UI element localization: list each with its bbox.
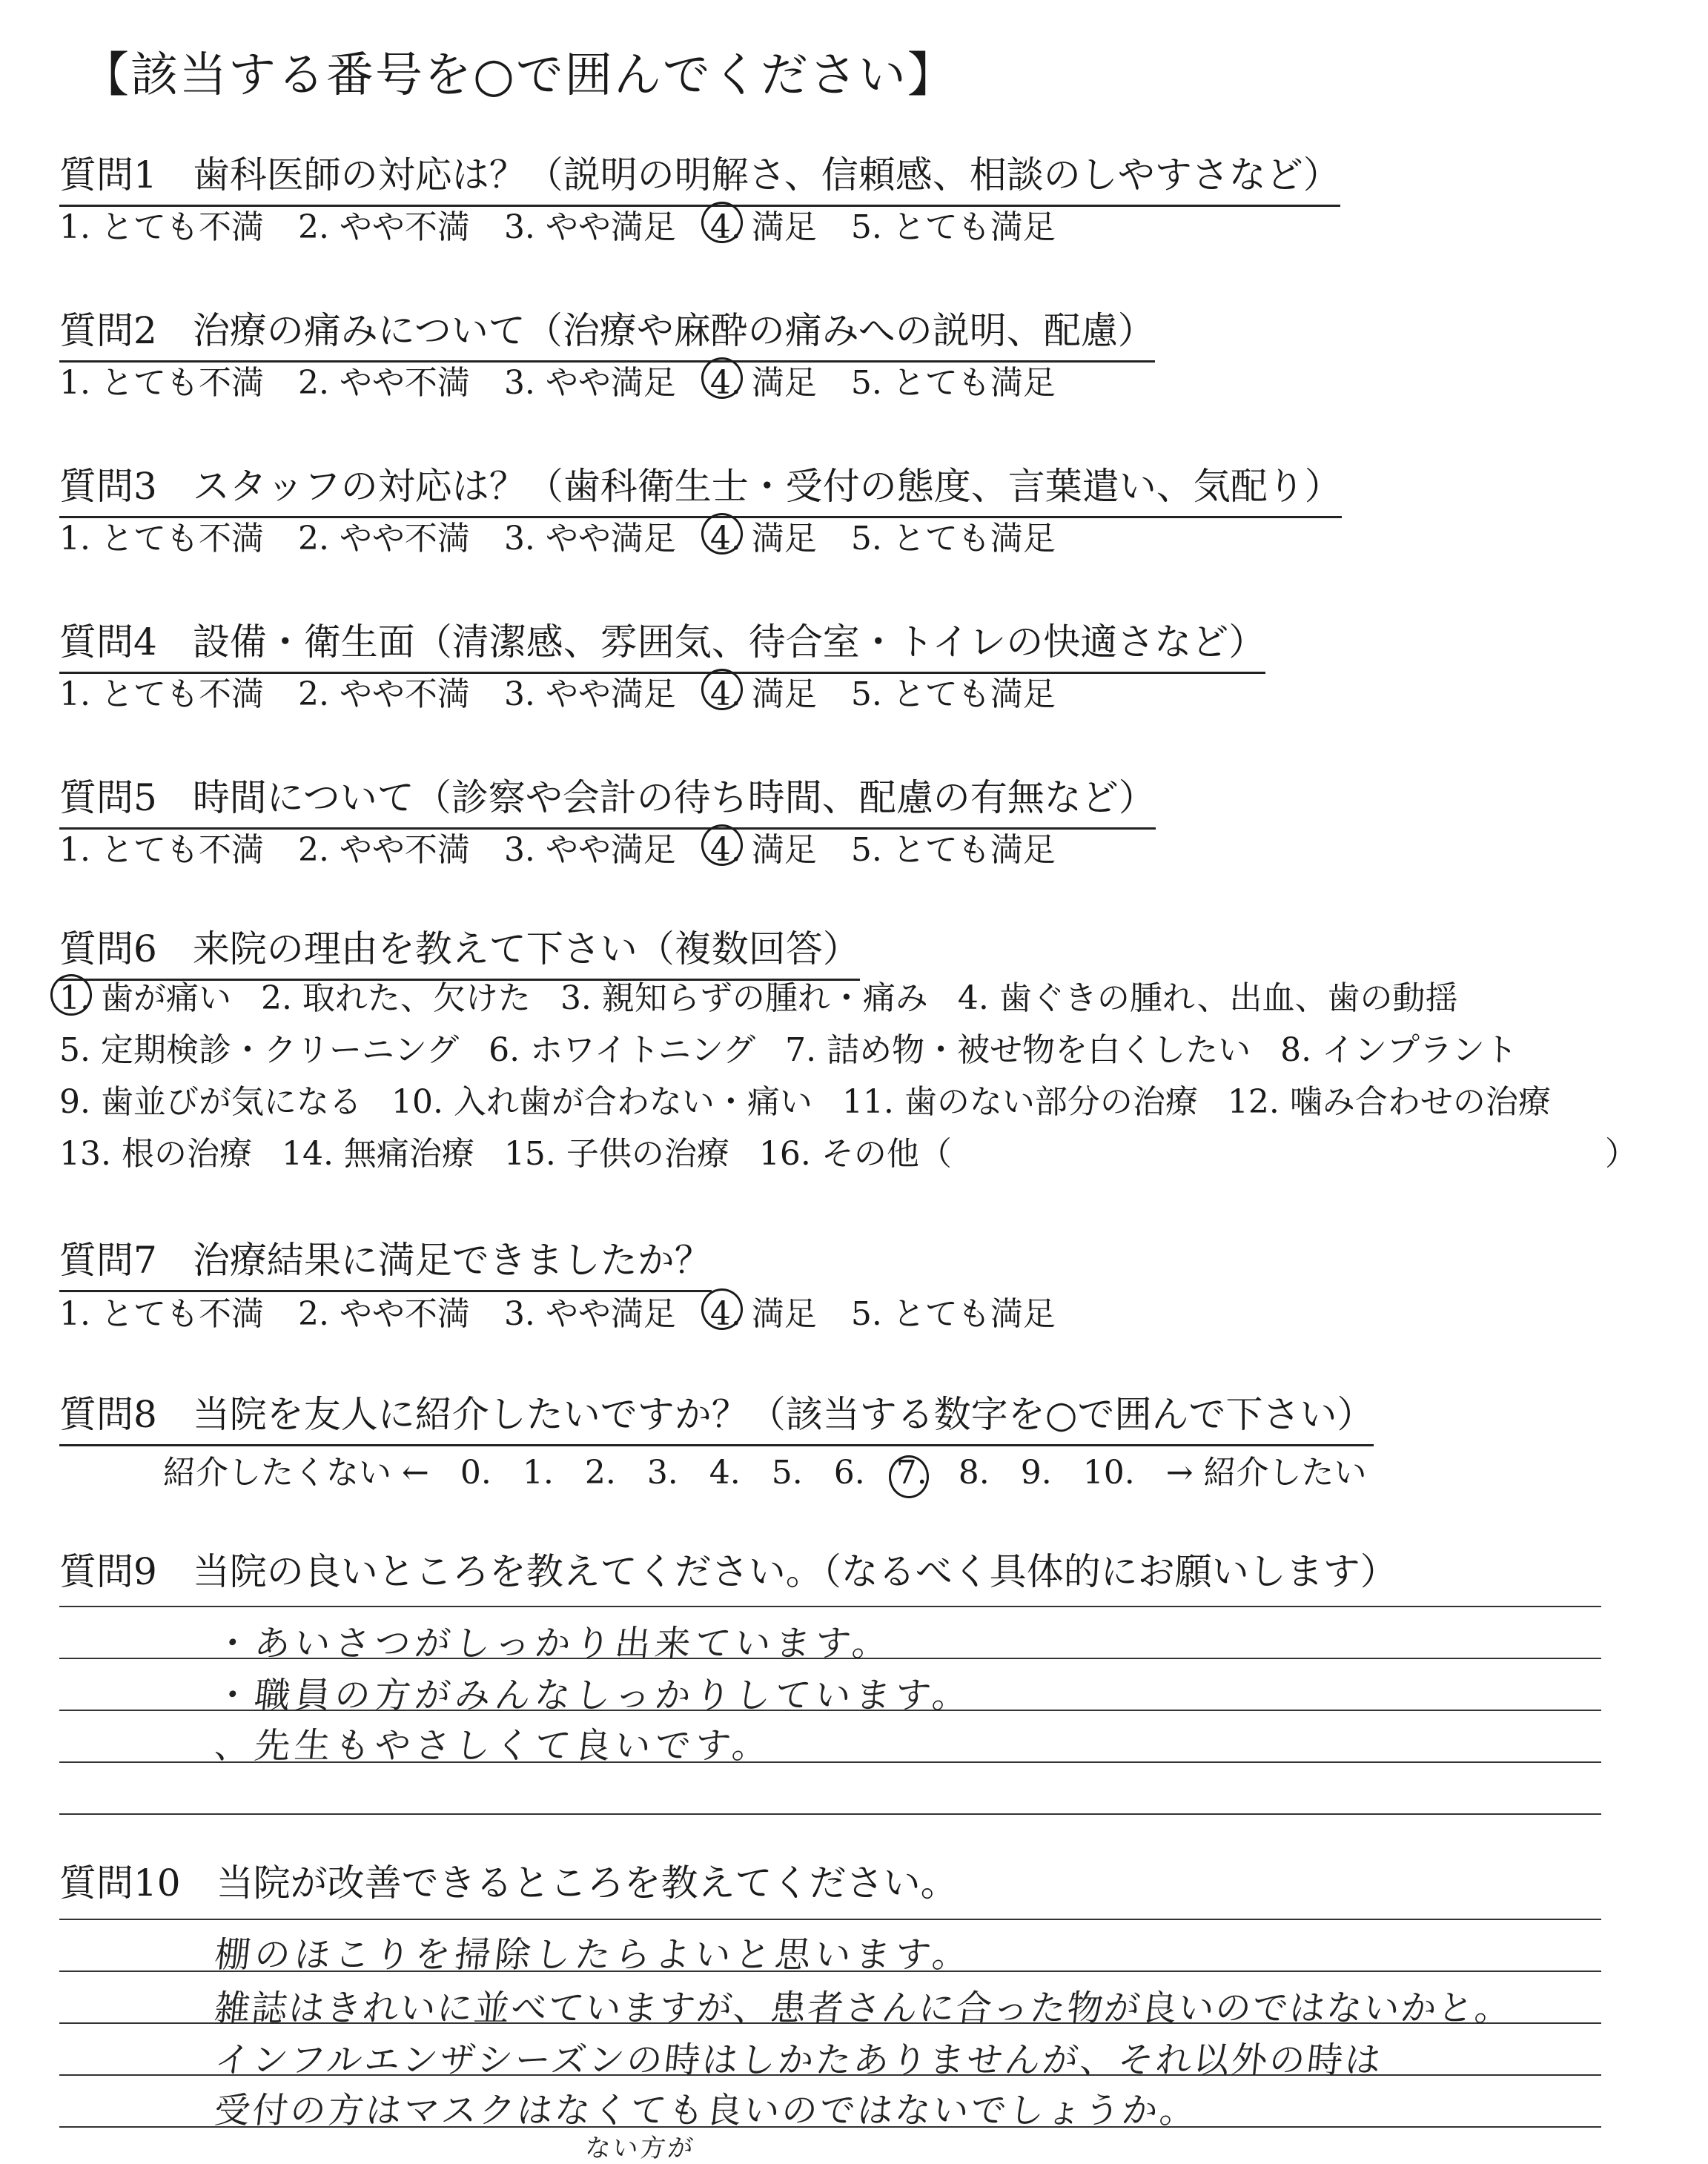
rating-option[interactable]: 1. とても不満 xyxy=(59,675,264,713)
scale-value[interactable]: 0. xyxy=(460,1454,491,1492)
question-number: 質問10 xyxy=(59,1862,181,1905)
rating-option[interactable]: 1. とても不満 xyxy=(59,831,264,869)
question-number: 質問3 xyxy=(59,465,157,508)
scale-value-selected[interactable]: 7. xyxy=(896,1454,927,1492)
question-4 xyxy=(59,612,1265,674)
rating-option[interactable]: 2. やや不満 xyxy=(297,675,470,713)
scale-value[interactable]: 6. xyxy=(833,1454,865,1492)
question-5 xyxy=(59,768,1156,830)
question-10 xyxy=(59,1853,958,1907)
reason-row xyxy=(59,1025,1580,1076)
rating-option[interactable]: 2. やや不満 xyxy=(297,208,470,246)
reason-option[interactable]: 8. インプラント xyxy=(1280,1031,1518,1069)
rating-option[interactable]: 3. やや満足 xyxy=(503,1295,676,1333)
rating-option[interactable]: 5. とても満足 xyxy=(850,1295,1056,1333)
rating-option[interactable]: 3. やや満足 xyxy=(503,675,676,713)
reason-option[interactable]: 5. 定期検診・クリーニング xyxy=(59,1031,460,1069)
question-6 xyxy=(59,919,860,981)
scale-value[interactable]: 9. xyxy=(1020,1454,1052,1492)
scale-value[interactable]: 4. xyxy=(709,1454,741,1492)
reason-option[interactable]: 14. 無痛治療 xyxy=(281,1135,474,1173)
question-number: 質問5 xyxy=(59,776,157,819)
rating-option[interactable]: 1. とても不満 xyxy=(59,208,264,246)
reason-option[interactable]: 2. 取れた、欠けた xyxy=(260,979,531,1017)
reason-other-close: ） xyxy=(1605,1135,1638,1173)
scale-right-label: → 紹介したい xyxy=(1165,1454,1367,1492)
page-title: 【該当する番号を○で囲んでください】 xyxy=(82,48,956,103)
reason-option[interactable]: 3. 親知らずの腫れ・痛み xyxy=(560,979,928,1017)
handwritten-insertion: ない方が xyxy=(583,2134,697,2163)
rating-option[interactable]: 3. やや満足 xyxy=(503,364,676,402)
handwritten-answer: インフルエンザシーズンの時はしかたありませんが、それ以外の時は xyxy=(212,2039,1386,2081)
rating-option-selected[interactable]: 4. 満足 xyxy=(710,667,817,715)
rating-option[interactable]: 1. とても不満 xyxy=(59,364,264,402)
question-number: 質問4 xyxy=(59,621,157,664)
question-number: 質問6 xyxy=(59,927,157,970)
rating-option-selected[interactable]: 4. 満足 xyxy=(710,200,817,248)
answer-line xyxy=(59,1919,1601,1920)
rating-option[interactable]: 5. とても満足 xyxy=(850,675,1056,713)
question-text: 当院の良いところを教えてください。（なるべく具体的にお願いします） xyxy=(192,1550,1397,1593)
rating-option[interactable]: 5. とても満足 xyxy=(850,831,1056,869)
reason-option[interactable]: 10. 入れ歯が合わない・痛い xyxy=(391,1083,812,1121)
reason-option[interactable]: 11. 歯のない部分の治療 xyxy=(841,1083,1198,1121)
reason-list xyxy=(59,973,1638,1180)
reason-other-open[interactable]: 16. その他（ xyxy=(758,1135,952,1173)
question-number: 質問8 xyxy=(59,1393,157,1436)
reason-row xyxy=(59,973,1580,1025)
rating-option[interactable]: 5. とても満足 xyxy=(850,208,1056,246)
question-text: 当院を友人に紹介したいですか？（該当する数字を○で囲んで下さい） xyxy=(192,1393,1374,1436)
handwritten-answer: ・職員の方がみんなしっかりしています。 xyxy=(212,1675,975,1716)
scale-value[interactable]: 8. xyxy=(958,1454,990,1492)
handwritten-answer: 棚のほこりを掃除したらよいと思います。 xyxy=(212,1934,975,1976)
question-3 xyxy=(59,457,1342,518)
rating-option[interactable]: 2. やや不満 xyxy=(297,1295,470,1333)
reason-row xyxy=(59,1076,1580,1128)
scale-value[interactable]: 3. xyxy=(646,1454,678,1492)
reason-option[interactable]: 9. 歯並びが気になる xyxy=(59,1083,362,1121)
handwritten-answer: 雑誌はきれいに並べていますが、患者さんに合った物が良いのではないかと。 xyxy=(212,1988,1515,2029)
scale-value[interactable]: 10. xyxy=(1082,1454,1135,1492)
rating-option-selected[interactable]: 4. 満足 xyxy=(710,823,817,870)
handwritten-answer: 受付の方はマスクはなくても良いのではないでしょうか。 xyxy=(212,2090,1200,2131)
question-8 xyxy=(59,1385,1374,1446)
rating-options-4 xyxy=(59,667,1090,715)
rating-options-3 xyxy=(59,512,1090,559)
question-1 xyxy=(59,145,1340,207)
rating-option-selected[interactable]: 4. 満足 xyxy=(710,1287,817,1334)
question-text: 当院が改善できるところを教えてください。 xyxy=(216,1862,958,1905)
rating-option[interactable]: 3. やや満足 xyxy=(503,831,676,869)
question-number: 質問1 xyxy=(59,153,157,196)
rating-option[interactable]: 5. とても満足 xyxy=(850,364,1056,402)
question-9 xyxy=(59,1542,1397,1595)
rating-option[interactable]: 2. やや不満 xyxy=(297,520,470,557)
question-number: 質問9 xyxy=(59,1550,157,1593)
rating-option[interactable]: 2. やや不満 xyxy=(297,831,470,869)
reason-option[interactable]: 15. 子供の治療 xyxy=(503,1135,729,1173)
reason-option[interactable]: 6. ホワイトニング xyxy=(489,1031,756,1069)
reason-row xyxy=(59,1128,1638,1180)
reason-option-selected[interactable]: 1. 歯が痛い xyxy=(59,973,231,1025)
reason-option[interactable]: 4. 歯ぐきの腫れ、出血、歯の動揺 xyxy=(957,979,1458,1017)
question-text: 設備・衛生面（清潔感、雰囲気、待合室・トイレの快適さなど） xyxy=(192,621,1266,664)
rating-option[interactable]: 5. とても満足 xyxy=(850,520,1056,557)
rating-option-selected[interactable]: 4. 満足 xyxy=(710,512,817,559)
question-number: 質問7 xyxy=(59,1239,157,1282)
scale-value[interactable]: 2. xyxy=(584,1454,616,1492)
question-2 xyxy=(59,301,1155,363)
answer-line xyxy=(59,1813,1601,1815)
question-text: 治療の痛みについて（治療や麻酔の痛みへの説明、配慮） xyxy=(192,309,1155,352)
scale-value[interactable]: 5. xyxy=(771,1454,803,1492)
recommend-scale xyxy=(163,1446,1398,1493)
reason-option[interactable]: 7. 詰め物・被せ物を白くしたい xyxy=(785,1031,1251,1069)
rating-options-2 xyxy=(59,356,1090,403)
rating-option[interactable]: 2. やや不満 xyxy=(297,364,470,402)
scale-value[interactable]: 1. xyxy=(522,1454,554,1492)
rating-option[interactable]: 3. やや満足 xyxy=(503,208,676,246)
rating-options-5 xyxy=(59,823,1090,870)
question-text: スタッフの対応は？（歯科衛生士・受付の態度、言葉遣い、気配り） xyxy=(192,465,1342,508)
question-text: 時間について（診察や会計の待ち時間、配慮の有無など） xyxy=(192,776,1156,819)
question-text: 治療結果に満足できましたか？ xyxy=(192,1239,712,1282)
answer-line xyxy=(59,1606,1601,1607)
handwritten-answer: ・あいさつがしっかり出来ています。 xyxy=(212,1623,895,1664)
scale-left-label: 紹介したくない ← xyxy=(163,1454,429,1492)
rating-option-selected[interactable]: 4. 満足 xyxy=(710,356,817,403)
rating-options-1 xyxy=(59,200,1090,248)
rating-option[interactable]: 1. とても不満 xyxy=(59,520,264,557)
handwritten-answer: 、先生もやさしくて良いです。 xyxy=(212,1725,775,1767)
rating-option[interactable]: 3. やや満足 xyxy=(503,520,676,557)
question-text: 歯科医師の対応は？（説明の明解さ、信頼感、相談のしやすさなど） xyxy=(192,153,1340,196)
rating-option[interactable]: 1. とても不満 xyxy=(59,1295,264,1333)
question-number: 質問2 xyxy=(59,309,157,352)
question-7 xyxy=(59,1231,712,1292)
question-text: 来院の理由を教えて下さい（複数回答） xyxy=(192,927,860,970)
reason-option[interactable]: 12. 噛み合わせの治療 xyxy=(1227,1083,1551,1121)
reason-option[interactable]: 13. 根の治療 xyxy=(59,1135,252,1173)
rating-options-7 xyxy=(59,1287,1090,1334)
